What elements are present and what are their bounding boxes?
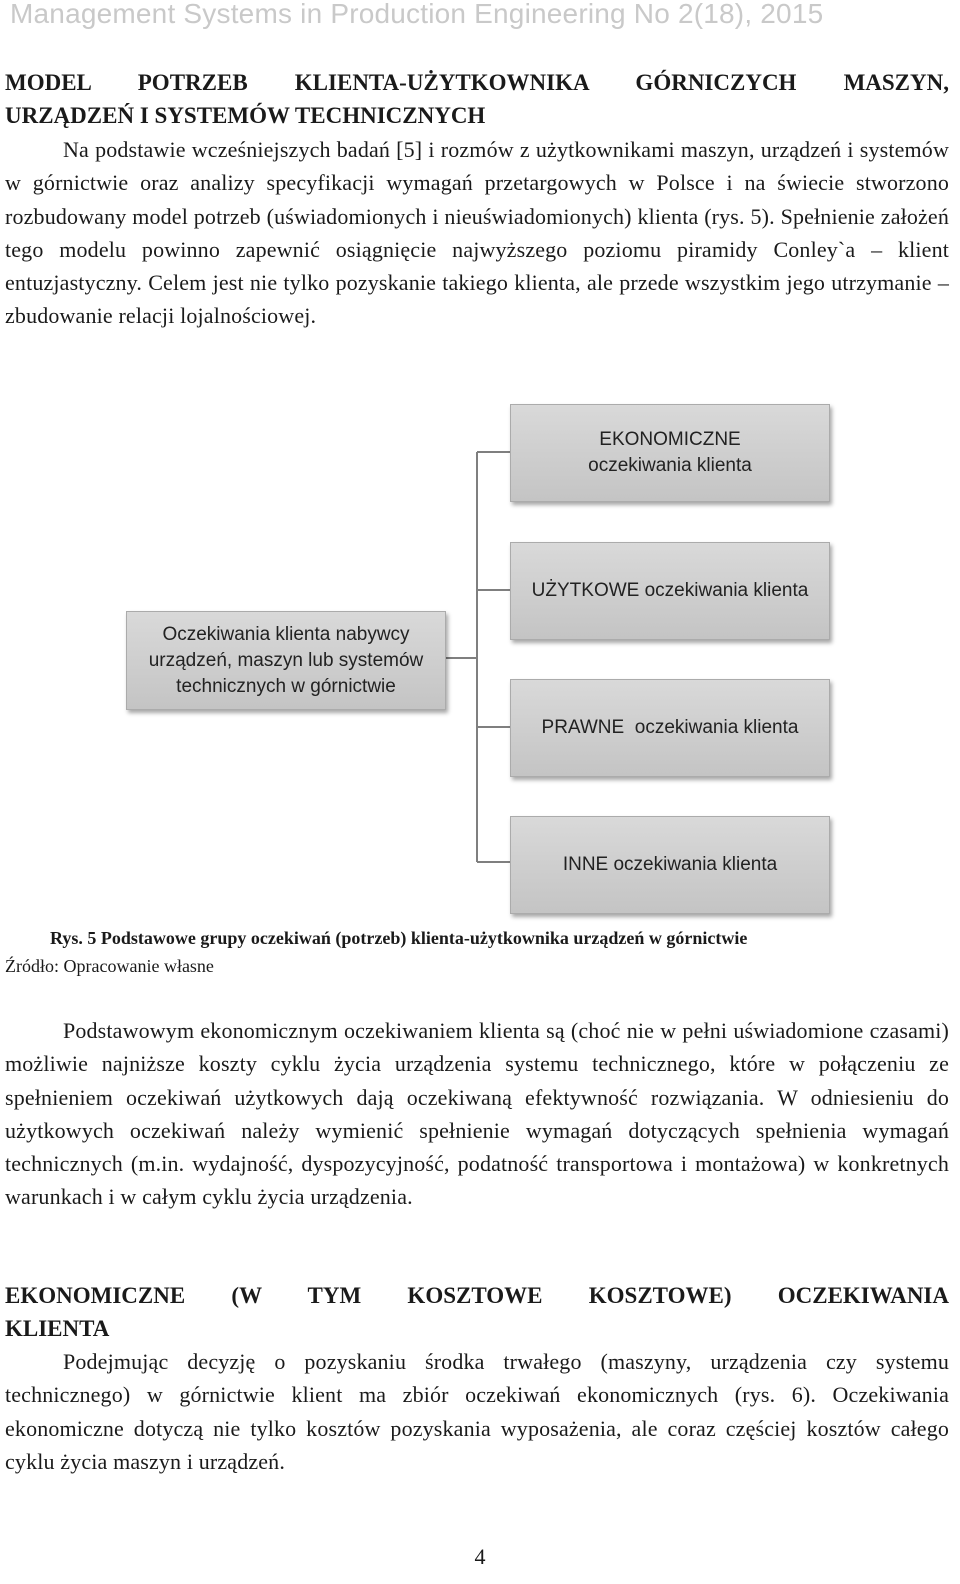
- section-heading-model: [5, 66, 949, 132]
- usage-expectations-label: UŻYTKOWE oczekiwania klienta: [531, 580, 809, 601]
- figure-caption: Rys. 5 Podstawowe grupy oczekiwań (potrzeb) klienta-użytkownika urządzeń w górnictwie: [50, 928, 748, 948]
- journal-header: Management Systems in Production Engineering No 2(18), 2015: [10, 0, 824, 29]
- page-number: 4: [474, 1544, 486, 1569]
- intro-paragraph: Na podstawie wcześniejszych badań [5] i rozmów z użytkownikami maszyn, urządzeń i systemów w górnictwie oraz analizy specyfikacji wymagań przetargowych w Polsce i na świecie stworzono rozbudowany model potrzeb (uświadomionych i nieuświadomionych) klienta (rys. 5). Spełnienie założeń tego modelu powinno zapewnić osiągnięcie najwyższego poziomu piramidy Conley`a – klient entuzjastyczny. Celem jest nie tylko pozyskanie takiego klienta, ale przede wszystkim jego utrzymanie – zbudowanie relacji lojalnościowej.: [5, 137, 949, 329]
- root-box-label: Oczekiwania klienta nabywcy urządzeń, maszyn lub systemów technicznych w górnictwie: [148, 623, 424, 697]
- section-heading-line: URZĄDZEŃ I SYSTEMÓW TECHNICZNYCH: [5, 103, 486, 128]
- economic-expectations-paragraph: Podstawowym ekonomicznym oczekiwaniem klienta są (choć nie w pełni uświadomione czasami) możliwie najniższe koszty cyklu życia urządzenia systemu technicznego, które w połączeniu ze spełnieniem oczekiwań użytkowych dają oczekiwaną efektywność rozwiązania. W odniesieniu do użytkowych oczekiwań należy wymienić spełnienie wymagań dotyczących spełnienia wymagań technicznych (m.in. wydajność, dyspozycyjność, podatność transportowa i montażowa) w konkretnych warunkach i w całym cyklu życia urządzenia.: [5, 1018, 949, 1210]
- section-heading-line: KLIENTA: [5, 1316, 110, 1341]
- section-heading-line: MODEL POTRZEB KLIENTA-UŻYTKOWNIKA GÓRNICZYCH MASZYN,: [5, 70, 949, 95]
- other-expectations-label: INNE oczekiwania klienta: [562, 854, 778, 875]
- economic-expectations-label: EKONOMICZNE oczekiwania klienta: [588, 429, 752, 476]
- decision-paragraph: Podejmując decyzję o pozyskaniu środka trwałego (maszyny, urządzenia czy systemu technicznego) w górnictwie klient ma zbiór oczekiwań ekonomicznych (rys. 6). Oczekiwania ekonomiczne dotyczą nie tylko kosztów pozyskania wyposażenia, ale coraz częściej kosztów całego cyklu życia maszyn i urządzeń.: [5, 1349, 949, 1474]
- legal-expectations-box: [510, 679, 830, 777]
- economic-expectations-box: [510, 404, 830, 502]
- root-box: [126, 611, 446, 710]
- section-heading-economic: [5, 1279, 949, 1345]
- section-heading-line: EKONOMICZNE (W TYM KOSZTOWE KOSZTOWE) OCZEKIWANIA: [5, 1283, 949, 1308]
- figure-source: Źródło: Opracowanie własne: [5, 956, 214, 976]
- customer-needs-diagram: [0, 390, 960, 930]
- legal-expectations-label: PRAWNE oczekiwania klienta: [541, 717, 799, 738]
- other-expectations-box: [510, 816, 830, 914]
- usage-expectations-box: [510, 542, 830, 640]
